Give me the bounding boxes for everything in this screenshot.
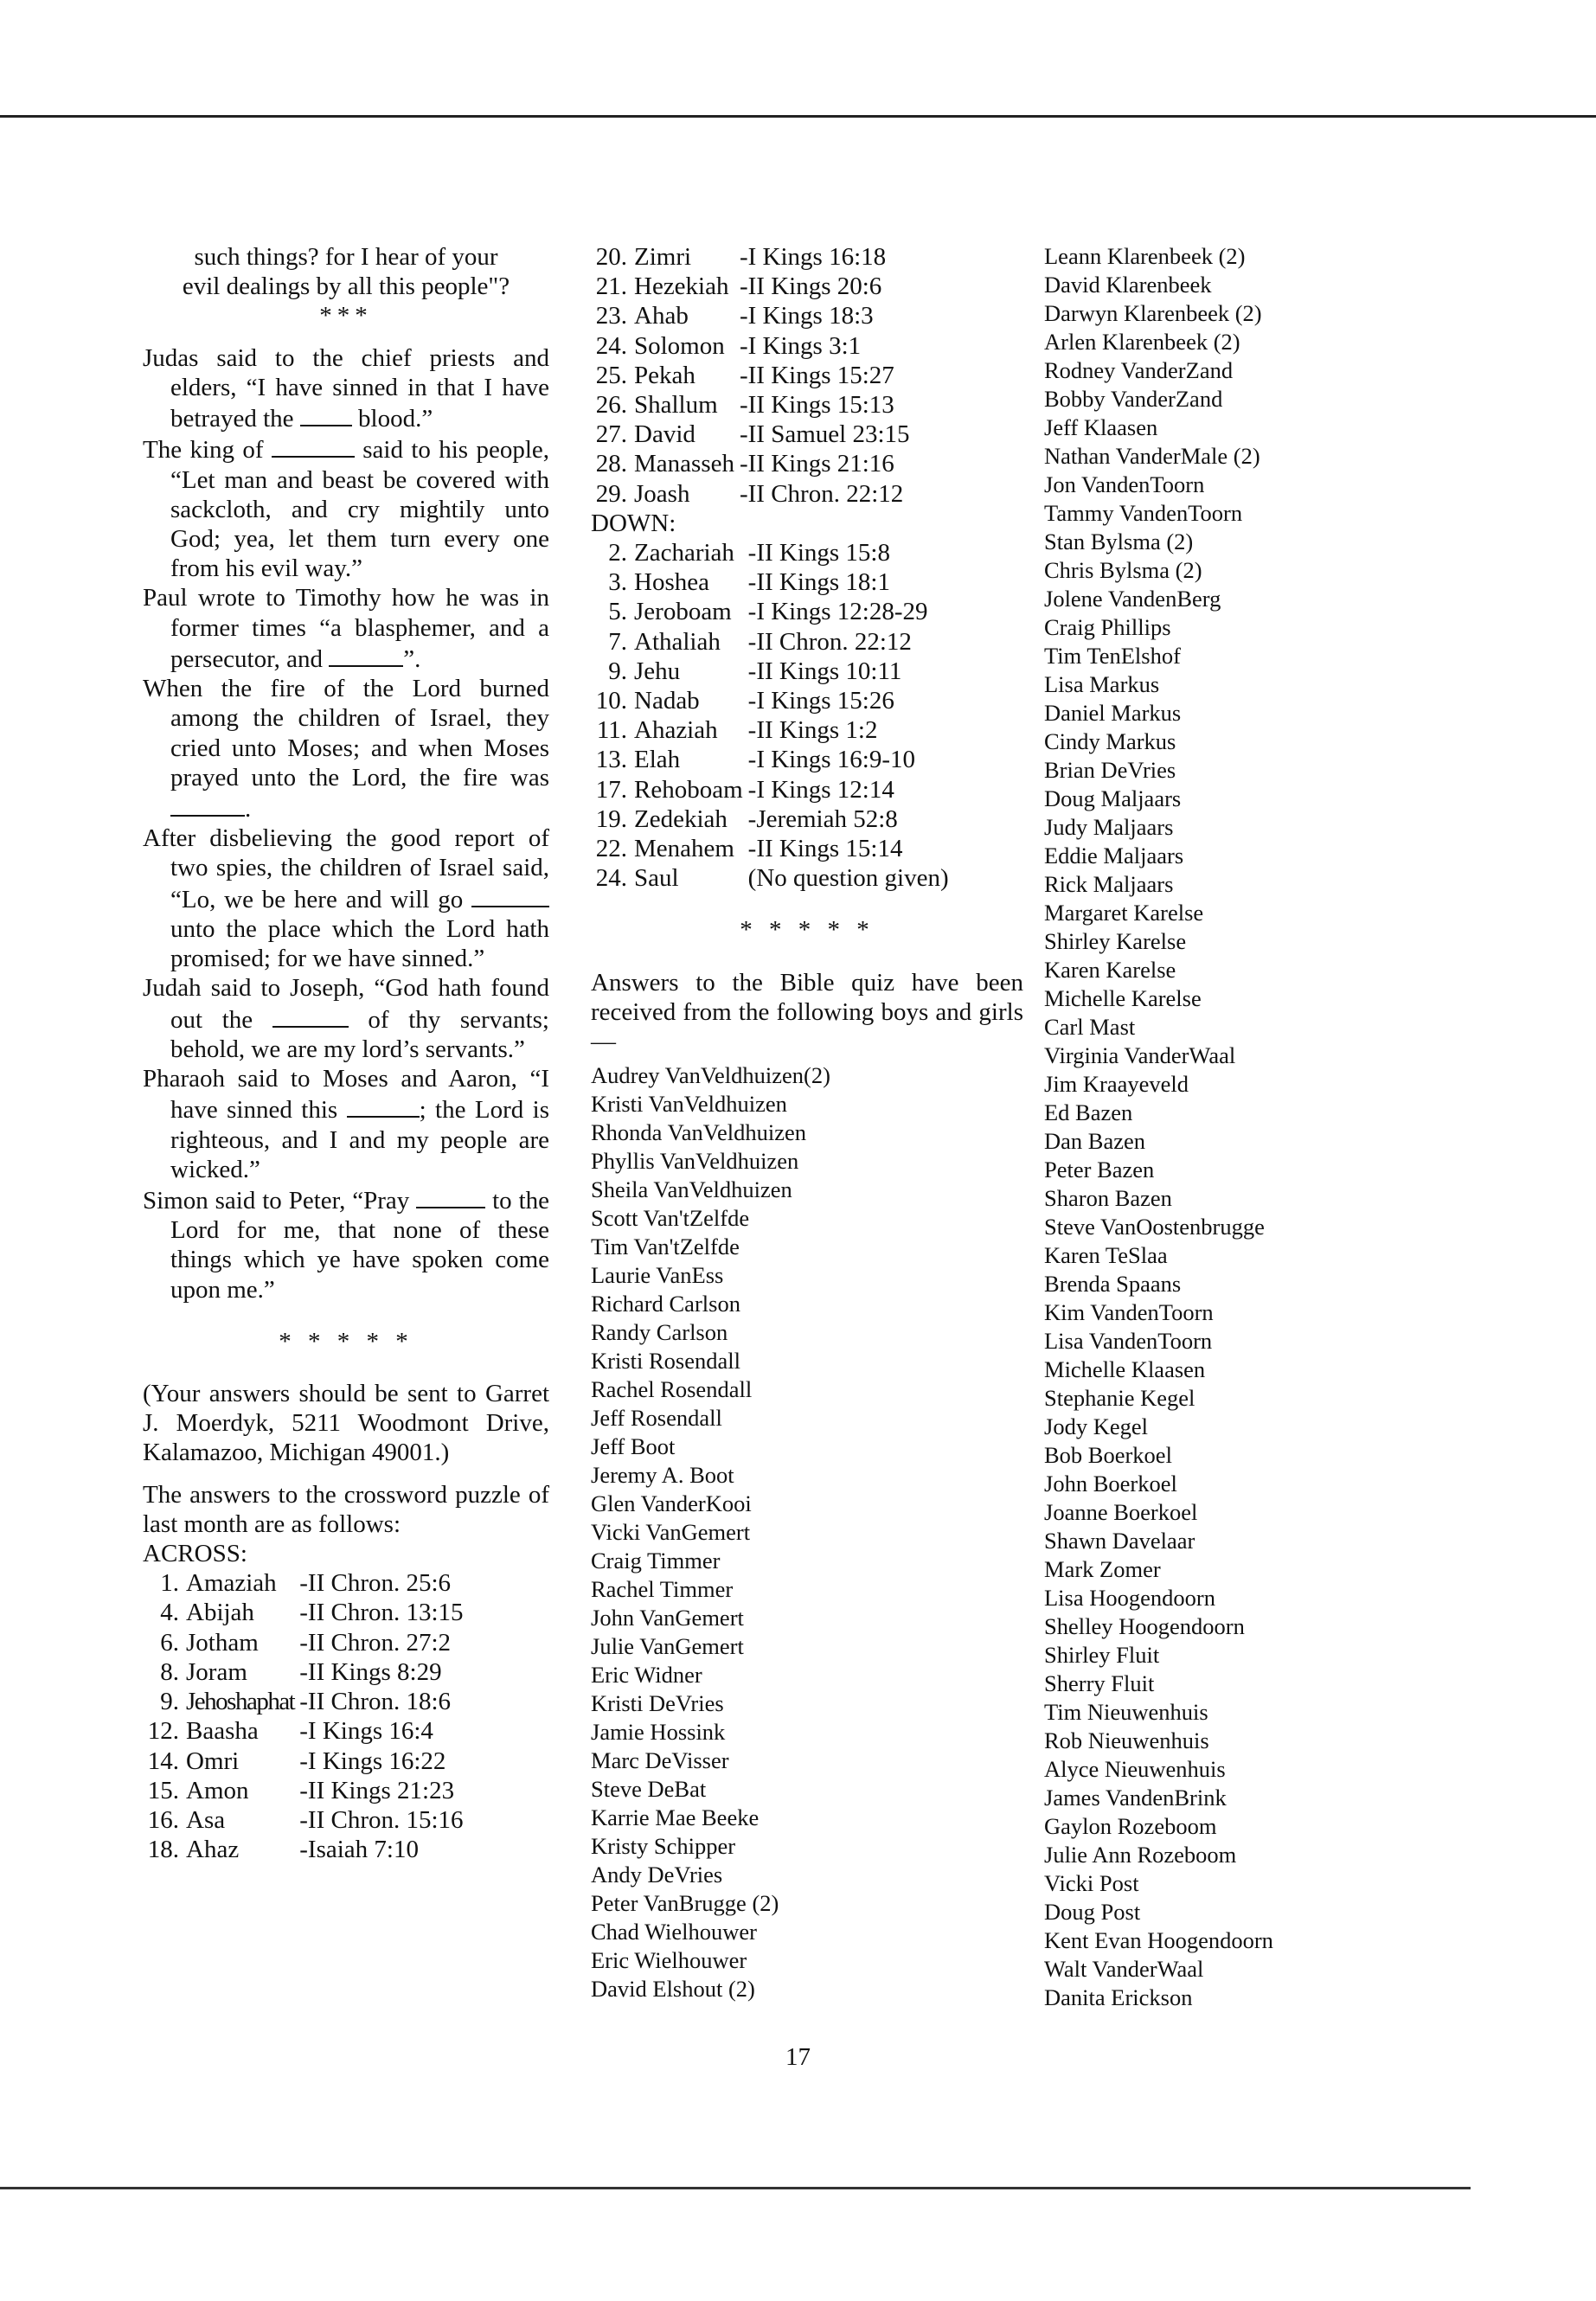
- question-judas: Judas said to the chief priests and elders, “I have sinned in that I have betrayed the blood.”: [143, 343, 549, 433]
- respondent-name: Gaylon Rozeboom: [1044, 1813, 1217, 1839]
- column-2: [591, 242, 1023, 2003]
- answer-row: [591, 479, 910, 509]
- answer-number: 20.: [595, 243, 627, 271]
- respondent-list-continued: [1044, 242, 1563, 2012]
- respondent-name: Jeff Rosendall: [591, 1405, 722, 1432]
- answer-reference: -II Kings 15:13: [739, 391, 894, 420]
- answer-reference: -I Kings 18:3: [739, 302, 874, 330]
- answer-number: 2.: [608, 539, 627, 567]
- question-spies: After disbelieving the good report of two spies, the children of Israel said, “Lo, we be here and will go unto the place which the Lord hath promised; for we have sinned.”: [143, 824, 549, 973]
- answer-number: 5.: [608, 598, 627, 626]
- answer-name: Amaziah: [186, 1569, 277, 1598]
- answer-row: [591, 627, 949, 657]
- respondent-name: Marc DeVisser: [591, 1747, 729, 1774]
- answer-row: [591, 272, 910, 301]
- respondent-name: Chris Bylsma (2): [1044, 557, 1202, 583]
- respondent-name: Joanne Boerkoel: [1044, 1499, 1198, 1525]
- answer-number: 23.: [595, 302, 627, 330]
- answer-row: [143, 1835, 464, 1864]
- answer-name: Hezekiah: [634, 272, 729, 301]
- answer-reference: -Jeremiah 52:8: [747, 804, 898, 833]
- answer-number: 26.: [595, 391, 627, 420]
- answer-reference: -II Chron. 18:6: [299, 1688, 452, 1716]
- answer-blank: [170, 792, 245, 817]
- answer-reference: -II Kings 15:14: [747, 835, 903, 863]
- respondent-name: Lisa VandenToorn: [1044, 1328, 1213, 1354]
- answer-row: [591, 597, 949, 626]
- respondent-name: Jody Kegel: [1044, 1413, 1148, 1439]
- answer-reference: -I Kings 16:18: [739, 243, 887, 271]
- respondent-name: Arlen Klarenbeek (2): [1044, 329, 1240, 355]
- question-paul: Paul wrote to Timothy how he was in former times “a blasphemer, and a persecutor, and ”.: [143, 584, 549, 673]
- answer-name: Manasseh: [634, 450, 734, 478]
- respondent-name: Judy Maljaars: [1044, 814, 1174, 840]
- answer-row: [143, 1776, 464, 1805]
- answer-name: Baasha: [186, 1717, 259, 1746]
- answer-row: [591, 449, 910, 478]
- respondent-name: Tammy VandenToorn: [1044, 500, 1243, 526]
- respondent-name: Leann Klarenbeek (2): [1044, 243, 1246, 269]
- answer-row: [591, 361, 910, 390]
- answer-name: David: [634, 420, 695, 449]
- respondent-name: Doug Maljaars: [1044, 785, 1182, 811]
- respondent-list: [591, 1061, 1023, 2003]
- separator: * * * * *: [740, 916, 875, 945]
- respondent-name: Chad Wielhouwer: [591, 1919, 757, 1945]
- respondent-name: Nathan VanderMale (2): [1044, 443, 1260, 469]
- answer-row: [143, 1747, 464, 1776]
- answer-reference: -II Kings 15:27: [739, 361, 894, 389]
- respondent-name: Laurie VanEss: [591, 1262, 724, 1289]
- answer-reference: -II Kings 1:2: [747, 716, 878, 745]
- respondent-name: Audrey VanVeldhuizen(2): [591, 1062, 830, 1089]
- answer-reference: -II Kings 21:16: [739, 450, 894, 478]
- respondent-name: Tim Nieuwenhuis: [1044, 1699, 1208, 1725]
- answer-number: 15.: [147, 1776, 179, 1804]
- respondent-name: Tim Van'tZelfde: [591, 1234, 740, 1260]
- across-answers-table: [143, 1568, 464, 1864]
- answer-number: 25.: [595, 361, 627, 389]
- answer-reference: -Isaiah 7:10: [299, 1836, 419, 1864]
- respondent-name: Kim VandenToorn: [1044, 1299, 1214, 1325]
- answer-name: Zimri: [634, 243, 692, 271]
- answer-reference: -II Chron. 27:2: [299, 1628, 452, 1657]
- respondent-name: Kent Evan Hoogendoorn: [1044, 1927, 1273, 1953]
- answer-row: [591, 745, 949, 774]
- respondent-name: Vicki VanGemert: [591, 1519, 751, 1546]
- answer-name: Zachariah: [634, 539, 734, 567]
- answer-number: 3.: [608, 568, 627, 597]
- respondent-name: Walt VanderWaal: [1044, 1956, 1204, 1982]
- respondent-name: Richard Carlson: [591, 1291, 740, 1317]
- answer-reference: -II Samuel 23:15: [739, 420, 910, 449]
- question-simon: Simon said to Peter, “Pray to the Lord for me, that none of these things which ye have spoken come upon me.”: [143, 1184, 549, 1304]
- respondent-name: Shirley Fluit: [1044, 1642, 1160, 1668]
- answer-row: [591, 863, 949, 893]
- answer-name: Ahaziah: [634, 716, 718, 745]
- respondent-name: Jamie Hossink: [591, 1719, 726, 1746]
- respondent-name: Rick Maljaars: [1044, 871, 1174, 897]
- answer-name: Ahaz: [186, 1836, 240, 1864]
- respondent-name: Shirley Karelse: [1044, 928, 1187, 954]
- answer-number: 29.: [595, 479, 627, 508]
- answer-reference: -II Kings 15:8: [747, 539, 890, 567]
- answer-blank: [272, 433, 355, 458]
- answer-reference: -I Kings 16:22: [299, 1747, 446, 1775]
- answer-row: [591, 538, 949, 567]
- received-intro: Answers to the Bible quiz have been received from the following boys and girls—: [591, 968, 1023, 1056]
- answer-number: 19.: [595, 804, 627, 833]
- answer-number: 8.: [160, 1657, 179, 1686]
- respondent-name: Steve DeBat: [591, 1776, 707, 1803]
- respondent-name: Scott Van'tZelfde: [591, 1205, 750, 1232]
- respondent-name: Shawn Davelaar: [1044, 1528, 1195, 1554]
- answer-row: [143, 1805, 464, 1835]
- respondent-name: Jeremy A. Boot: [591, 1462, 734, 1489]
- answer-number: 24.: [595, 331, 627, 360]
- answer-number: 24.: [595, 864, 627, 893]
- question-pharaoh: Pharaoh said to Moses and Aaron, “I have sinned this ; the Lord is righteous, and I and my people are wicked.”: [143, 1065, 549, 1183]
- answer-name: Pekah: [634, 361, 695, 389]
- across-answers-continued: [591, 242, 910, 509]
- respondent-name: Karen TeSlaa: [1044, 1242, 1168, 1268]
- answer-number: 7.: [608, 627, 627, 656]
- answer-number: 27.: [595, 420, 627, 449]
- respondent-name: Jeff Boot: [591, 1433, 676, 1460]
- respondent-name: Rachel Rosendall: [591, 1376, 753, 1403]
- across-heading: ACROSS:: [143, 1540, 247, 1568]
- respondent-name: Carl Mast: [1044, 1014, 1136, 1040]
- respondent-name: Rachel Timmer: [591, 1576, 734, 1603]
- respondent-name: Jon VandenToorn: [1044, 471, 1205, 497]
- down-heading: DOWN:: [591, 509, 676, 537]
- respondent-name: John VanGemert: [591, 1605, 744, 1631]
- answer-name: Zedekiah: [634, 804, 727, 833]
- bottom-rule: [0, 2187, 1471, 2189]
- respondent-name: Shelley Hoogendoorn: [1044, 1613, 1245, 1639]
- respondent-name: Bobby VanderZand: [1044, 386, 1223, 412]
- respondent-name: Jim Kraayeveld: [1044, 1071, 1189, 1097]
- answer-name: Asa: [186, 1805, 226, 1834]
- question-fire: When the fire of the Lord burned among the children of Israel, they cried unto Moses; and when Moses prayed unto the Lord, the fire was .: [143, 675, 549, 824]
- answer-blank: [272, 1003, 349, 1028]
- respondent-name: Rob Nieuwenhuis: [1044, 1727, 1209, 1753]
- answer-row: [143, 1568, 464, 1598]
- answer-row: [591, 567, 949, 597]
- column-1: [143, 242, 549, 1864]
- answer-reference: -II Kings 8:29: [299, 1657, 442, 1686]
- answer-number: 10.: [595, 687, 627, 715]
- respondent-name: Lisa Markus: [1044, 671, 1160, 697]
- column-3: [1044, 242, 1563, 2012]
- answer-reference: -I Kings 12:28-29: [747, 598, 928, 626]
- answer-name: Omri: [186, 1747, 240, 1775]
- respondent-name: Doug Post: [1044, 1899, 1141, 1925]
- answer-number: 17.: [595, 775, 627, 804]
- respondent-name: Karen Karelse: [1044, 957, 1176, 983]
- answer-reference: -II Kings 10:11: [747, 657, 902, 685]
- respondent-name: Andy DeVries: [591, 1862, 723, 1888]
- answer-reference: -II Chron. 22:12: [739, 479, 904, 508]
- respondent-name: David Elshout (2): [591, 1976, 755, 2003]
- answer-reference: (No question given): [747, 864, 949, 893]
- respondent-name: Sheila VanVeldhuizen: [591, 1176, 792, 1203]
- top-rule: [0, 115, 1596, 118]
- respondent-name: Kristi Rosendall: [591, 1348, 740, 1375]
- question-king: The king of said to his people, “Let man and beast be covered with sackcloth, and cry mightily unto God; yea, let them turn every one from his evil way.”: [143, 433, 549, 583]
- respondent-name: Cindy Markus: [1044, 728, 1176, 754]
- answer-blank: [300, 402, 352, 426]
- respondent-name: Karrie Mae Beeke: [591, 1804, 760, 1831]
- respondent-name: Stephanie Kegel: [1044, 1385, 1195, 1411]
- answer-row: [591, 390, 910, 420]
- answer-number: 1.: [160, 1569, 179, 1598]
- respondent-name: Rodney VanderZand: [1044, 357, 1234, 383]
- respondent-name: Alyce Nieuwenhuis: [1044, 1756, 1226, 1782]
- answer-reference: -I Kings 12:14: [747, 775, 894, 804]
- answer-reference: -I Kings 16:9-10: [747, 746, 915, 774]
- answer-name: Elah: [634, 746, 681, 774]
- respondent-name: Steve VanOostenbrugge: [1044, 1214, 1265, 1240]
- answer-row: [591, 775, 949, 804]
- respondent-name: Jolene VandenBerg: [1044, 586, 1221, 612]
- answer-row: [591, 301, 910, 330]
- respondent-name: Sherry Fluit: [1044, 1670, 1155, 1696]
- answer-reference: -I Kings 3:1: [739, 331, 862, 360]
- respondent-name: Peter VanBrugge (2): [591, 1890, 779, 1917]
- answer-reference: -II Chron. 15:16: [299, 1805, 464, 1834]
- respondent-name: Glen VanderKooi: [591, 1490, 752, 1517]
- respondent-name: Kristi VanVeldhuizen: [591, 1091, 787, 1118]
- respondent-name: Lisa Hoogendoorn: [1044, 1585, 1215, 1611]
- answer-name: Nadab: [634, 687, 700, 715]
- answer-row: [591, 242, 910, 272]
- page-number: 17: [785, 2043, 811, 2071]
- separator: ***: [319, 302, 373, 330]
- respondent-name: Julie Ann Rozeboom: [1044, 1842, 1237, 1868]
- respondent-name: Ed Bazen: [1044, 1099, 1133, 1125]
- answer-name: Athaliah: [634, 627, 721, 656]
- respondent-name: Michelle Karelse: [1044, 985, 1202, 1011]
- respondent-name: Brian DeVries: [1044, 757, 1176, 783]
- answer-row: [143, 1716, 464, 1746]
- answer-reference: -II Chron. 22:12: [747, 627, 912, 656]
- respondent-name: Stan Bylsma (2): [1044, 529, 1194, 554]
- respondent-name: Eddie Maljaars: [1044, 843, 1184, 868]
- answer-reference: -II Kings 18:1: [747, 568, 890, 597]
- answer-name: Shallum: [634, 391, 718, 420]
- answer-name: Jehu: [634, 657, 681, 685]
- answer-number: 6.: [160, 1628, 179, 1657]
- respondent-name: Sharon Bazen: [1044, 1185, 1172, 1211]
- answer-blank: [329, 643, 403, 667]
- answer-name: Abijah: [186, 1599, 254, 1627]
- answer-number: 21.: [595, 272, 627, 301]
- answer-row: [591, 686, 949, 715]
- respondent-name: Margaret Karelse: [1044, 900, 1204, 926]
- respondent-name: Virginia VanderWaal: [1044, 1042, 1236, 1068]
- respondent-name: Darwyn Klarenbeek (2): [1044, 300, 1262, 326]
- answer-name: Solomon: [634, 331, 725, 360]
- answer-reference: -I Kings 16:4: [299, 1717, 433, 1746]
- respondent-name: Dan Bazen: [1044, 1128, 1145, 1154]
- answer-blank: [471, 883, 549, 907]
- answer-number: 22.: [595, 835, 627, 863]
- answer-row: [143, 1628, 464, 1657]
- answer-number: 11.: [596, 716, 627, 745]
- respondent-name: Tim TenElshof: [1044, 643, 1181, 669]
- answer-reference: -II Kings 20:6: [739, 272, 882, 301]
- answer-name: Joram: [186, 1657, 247, 1686]
- respondent-name: Bob Boerkoel: [1044, 1442, 1172, 1468]
- respondent-name: John Boerkoel: [1044, 1471, 1177, 1497]
- respondent-name: Craig Timmer: [591, 1548, 721, 1574]
- respondent-name: Daniel Markus: [1044, 700, 1182, 726]
- respondent-name: Peter Bazen: [1044, 1157, 1155, 1183]
- answer-name: Jehoshaphat: [186, 1688, 295, 1716]
- respondent-name: Michelle Klaasen: [1044, 1356, 1206, 1382]
- respondent-name: Rhonda VanVeldhuizen: [591, 1119, 807, 1146]
- answer-number: 4.: [160, 1599, 179, 1627]
- respondent-name: Vicki Post: [1044, 1870, 1139, 1896]
- respondent-name: Julie VanGemert: [591, 1633, 744, 1660]
- answer-reference: -I Kings 15:26: [747, 687, 894, 715]
- answer-name: Rehoboam: [634, 775, 743, 804]
- answer-name: Jotham: [186, 1628, 259, 1657]
- answer-name: Ahab: [634, 302, 689, 330]
- separator: * * * * *: [279, 1327, 413, 1356]
- address-note: (Your answers should be sent to Garret J. Moerdyk, 5211 Woodmont Drive, Kalamazoo, Michigan 49001.): [143, 1380, 549, 1467]
- answer-number: 13.: [595, 746, 627, 774]
- answer-name: Amon: [186, 1776, 249, 1804]
- respondent-name: James VandenBrink: [1044, 1785, 1227, 1811]
- answer-number: 9.: [608, 657, 627, 685]
- respondent-name: Eric Widner: [591, 1662, 702, 1689]
- answer-row: [591, 834, 949, 863]
- respondent-name: Jeff Klaasen: [1044, 414, 1158, 440]
- respondent-name: Brenda Spaans: [1044, 1271, 1182, 1297]
- answer-name: Saul: [634, 864, 679, 893]
- answer-row: [591, 715, 949, 745]
- respondent-name: Randy Carlson: [591, 1319, 728, 1346]
- answer-name: Hoshea: [634, 568, 709, 597]
- answer-name: Joash: [634, 479, 690, 508]
- answer-number: 28.: [595, 450, 627, 478]
- answer-row: [143, 1657, 464, 1687]
- answer-name: Menahem: [634, 835, 734, 863]
- answer-number: 9.: [160, 1688, 179, 1716]
- answer-row: [591, 420, 910, 449]
- answer-number: 16.: [147, 1805, 179, 1834]
- answer-blank: [416, 1184, 485, 1208]
- question-judah: Judah said to Joseph, “God hath found out the of thy servants; behold, we are my lord’s servants.”: [143, 974, 549, 1063]
- down-answers-table: [591, 538, 949, 893]
- respondent-name: Craig Phillips: [1044, 614, 1171, 640]
- answers-intro: The answers to the crossword puzzle of last month are as follows:: [143, 1480, 549, 1538]
- respondent-name: Eric Wielhouwer: [591, 1947, 747, 1974]
- respondent-name: Danita Erickson: [1044, 1984, 1193, 2010]
- respondent-name: Kristy Schipper: [591, 1833, 736, 1860]
- answer-reference: -II Chron. 25:6: [299, 1569, 452, 1598]
- answer-row: [591, 657, 949, 686]
- answer-blank: [347, 1093, 420, 1118]
- answer-number: 14.: [147, 1747, 179, 1775]
- answer-reference: -II Kings 21:23: [299, 1776, 455, 1804]
- answer-row: [143, 1598, 464, 1627]
- intro-line-2: evil dealings by all this people"?: [182, 272, 510, 301]
- respondent-name: Kristi DeVries: [591, 1690, 724, 1717]
- intro-line-1: such things? for I hear of your: [194, 243, 498, 271]
- answer-number: 18.: [147, 1836, 179, 1864]
- answer-row: [143, 1687, 464, 1716]
- respondent-name: David Klarenbeek: [1044, 272, 1212, 298]
- answer-row: [591, 331, 910, 361]
- answer-number: 12.: [147, 1717, 179, 1746]
- respondent-name: Phyllis VanVeldhuizen: [591, 1148, 799, 1175]
- respondent-name: Mark Zomer: [1044, 1556, 1161, 1582]
- answer-reference: -II Chron. 13:15: [299, 1599, 464, 1627]
- answer-row: [591, 804, 949, 834]
- answer-name: Jeroboam: [634, 598, 732, 626]
